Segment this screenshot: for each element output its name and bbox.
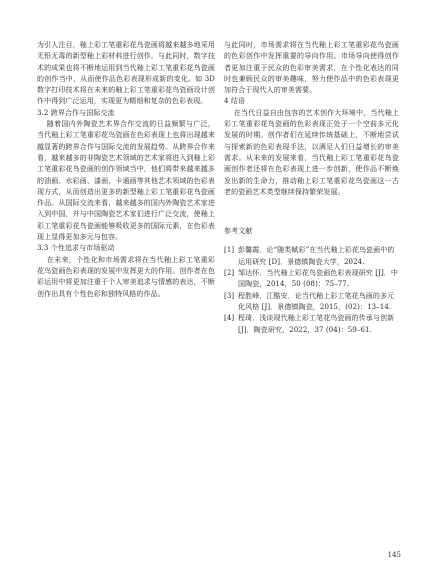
- section-3-3-paragraph: 在未来，个性化和市场需求将在当代釉上彩工笔重彩花鸟瓷画色彩表现的发展中发挥更大的作用。创作者在色彩运用中将更加注重于个人审美追求与情感的表达，不断创作出具有个性色彩和独特风格的作品。: [37, 255, 215, 298]
- reference-item: [224, 291, 399, 314]
- reference-number: [4]: [224, 314, 235, 323]
- reference-text: 程胜峰，江酷安．论当代釉上彩工笔花鸟画的多元化风格 [J]．景德镇陶瓷，2015，(02)：13–14.: [238, 291, 395, 311]
- page-number: 145: [387, 551, 401, 559]
- section-3-2-heading: 3.2 跨界合作与国际交流: [37, 108, 115, 117]
- reference-item: [224, 313, 399, 336]
- references-title: 参考文献: [224, 227, 253, 236]
- reference-text: 邹达怀．当代釉上彩花鸟瓷画色彩表现研究 [J]．中国陶瓷，2014，50 (08)：75–77.: [238, 269, 398, 289]
- reference-text: 程琦．浅谈现代釉上彩工笔花鸟瓷画的传承与创新 [J]．陶瓷研究，2022，37 (04)：59–61.: [238, 314, 395, 334]
- continuation-paragraph: 与此同时，市场需求将在当代釉上彩工笔重彩花鸟瓷画的色彩创作中发挥重要的导向作用。市场导向使得创作者更加注重于民众的色彩审美需求，在个性化表达的同时也兼顾民众的审美趣味，努力使作品中的色彩表现更加符合于现代人的审美需要。: [224, 41, 399, 95]
- right-column: [224, 40, 399, 336]
- reference-number: [2]: [224, 269, 235, 278]
- section-4-heading: 4 结语: [224, 97, 246, 106]
- reference-number: [1]: [224, 246, 235, 255]
- reference-item: [224, 245, 399, 268]
- intro-paragraph: 为引人注目，釉上彩工笔重彩花鸟瓷画将越来越多地采用无铅无毒的新型釉上彩材料进行创作。与此同时，数字技术的成果也将不断地运用到当代釉上彩工笔重彩花鸟瓷画的创作当中，从而使作品色彩表现形成新的变化。如 3D 数字打印技术将在未来的釉上彩工笔重彩花鸟瓷画设计创作中得到广泛运用，实现更为精细和复杂的色彩表现。: [37, 41, 215, 106]
- section-4-paragraph: 在当代日益自由包容的艺术创作大环境中，当代釉上彩工笔重彩花鸟瓷画的色彩表现正处于一个空前多元化发展的时期。创作者们在延续传统基础上，不断地尝试与探索新的色彩表现手法，以满足人们日益增长的审美需求。从未来的发展来看，当代釉上彩工笔重彩花鸟瓷画创作者还将在色彩表现上进一步创新，使作品不断焕发出新的生命力，推动釉上彩工笔重彩花鸟瓷画这一古老的瓷画艺术类型继续保持繁荣发展。: [224, 108, 399, 196]
- left-column: [37, 40, 215, 300]
- reference-number: [3]: [224, 291, 235, 300]
- references-list: [224, 245, 399, 335]
- reference-item: [224, 268, 399, 291]
- section-3-2-paragraph: 随着国内外陶瓷艺术界合作交流的日益频繁与广泛，当代釉上彩工笔重彩花鸟瓷画在色彩表现上也将出现越来越显著的跨界合作与国际交流的发展趋势。从跨界合作来看，越来越多的非陶瓷艺术领域的艺术家将进入到釉上彩工笔重彩花鸟瓷画的创作领域当中，他们将带来越来越多的油画、水彩画、漆画、卡通画等其他艺术领域的色彩表现方式，从而创造出更多的新型釉上彩工笔重彩花鸟瓷画作品。从国际交流来看，越来越多的国内外陶瓷艺术家进入到中国，并与中国陶瓷艺术家们进行广泛交流，使釉上彩工笔重彩花鸟瓷画能够吸收更多的国际元素，在色彩表现上显得更加多元与包容。: [37, 120, 215, 242]
- reference-text: 彭馨霞．论“随类赋彩”在当代釉上彩花鸟瓷画中的运用研究 [D]．景德镇陶瓷大学，2024.: [238, 246, 395, 266]
- section-3-3-heading: 3.3 个性追求与市场驱动: [37, 244, 115, 253]
